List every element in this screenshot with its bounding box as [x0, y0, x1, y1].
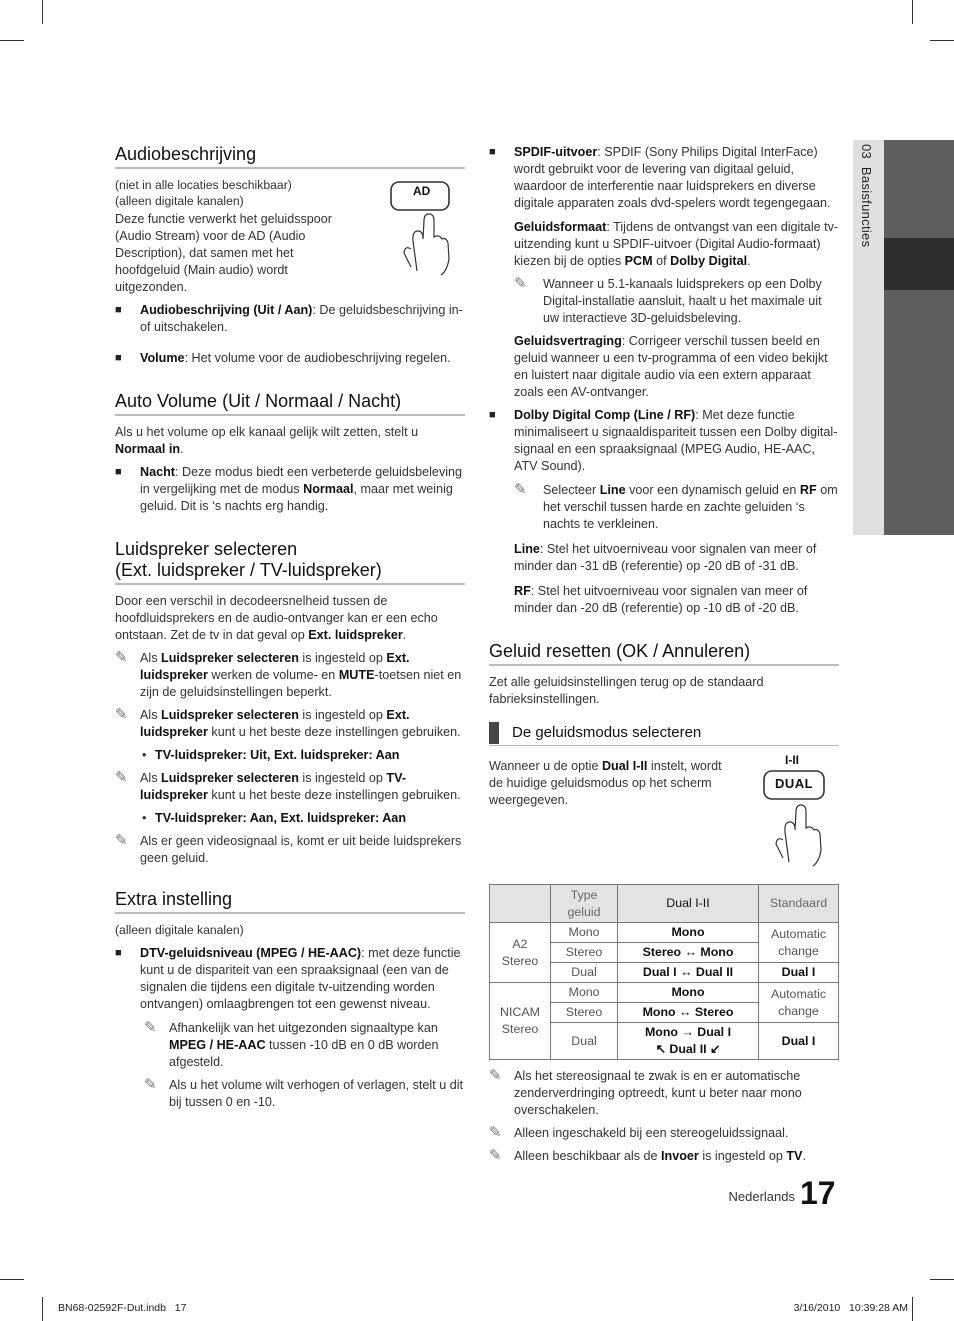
note-geluidsformaat: ✎ Wanneer u 5.1-kanaals luidsprekers op een Dolby Digital-installatie aansluit, haalt u het maximale uit uw interactieve 3D-geluidsbeleving.: [514, 275, 822, 325]
sub-bullet-setting: • TV-luidspreker: Aan, Ext. luidspreker: Aan: [140, 810, 465, 827]
note-speaker-1: ✎ Als Luidspreker selecteren is ingesteld op Ext. luidspreker werken de volume- en MUTE-toetsen niet en zijn de geluidsinstellingen beperkt.: [115, 649, 462, 699]
table-cell: A2 Stereo: [490, 923, 551, 983]
table-cell: Stereo: [551, 1003, 618, 1023]
table-cell: Stereo ↔ Mono: [618, 943, 759, 963]
table-cell-line: Mono → Dual I: [644, 1025, 732, 1039]
heading-auto-volume: Auto Volume (Uit / Normaal / Nacht): [115, 391, 465, 416]
speaker-intro: Door een verschil in decodeersnelheid tussen de hoofdluidsprekers en de audio-ontvanger kan er een echo ontstaan. Zet de tv in dat geval op Ext. luidspreker.: [115, 594, 438, 642]
mode-notes: [489, 1068, 839, 1165]
geluidsvertraging-text: Geluidsvertraging: Corrigeer verschil tussen beeld en geluid wanneer u een tv-programma of een video bekijkt en luistert naar digitale audio via een extern apparaat zoals een AV-ontvanger.: [514, 334, 828, 399]
note-pencil-icon: ✎: [514, 275, 527, 292]
crop-mark: [0, 1279, 24, 1280]
table-cell: Mono ↔ Stereo: [618, 1003, 759, 1023]
dual-button-caption: I-II: [785, 753, 799, 767]
table-header-cell: Standaard: [759, 885, 839, 923]
heading-line: Luidspreker selecteren: [115, 539, 298, 559]
option-text: : De geluidsbeschrijving in- of uitschakelen.: [140, 303, 463, 334]
table-cell: Mono: [618, 983, 759, 1003]
note-pencil-icon: ✎: [489, 1147, 502, 1164]
table-cell: Automatic change: [759, 983, 839, 1023]
table-cell: Dual I: [759, 963, 839, 983]
extra-availability: (alleen digitale kanalen): [115, 923, 244, 937]
dual-button-label: DUAL: [775, 776, 814, 791]
note-speaker-4: ✎ Als er geen videosignaal is, komt er uit beide luidsprekers geen geluid.: [115, 832, 462, 865]
chapter-label: [858, 144, 875, 247]
heading-extra-instelling: Extra instelling: [115, 889, 465, 914]
availability-note: (niet in alle locaties beschikbaar): [115, 178, 292, 192]
table-cell: Dual: [551, 1023, 618, 1060]
crop-mark: [912, 1297, 913, 1321]
footer-stamp: 3/16/2010 10:39:28 AM: [793, 1302, 908, 1314]
chapter-title: Basisfuncties: [859, 166, 874, 248]
crop-mark: [0, 40, 24, 41]
audio-availability: [115, 177, 350, 209]
note-pencil-icon: ✎: [489, 1124, 502, 1141]
table-cell: Dual I ↔ Dual II: [618, 963, 759, 983]
note-pencil-icon: ✎: [144, 1019, 157, 1036]
chapter-number: 03: [859, 144, 874, 160]
option-label: Audiobeschrijving (Uit / Aan): [140, 303, 313, 317]
chapter-tab-marker: [884, 238, 954, 290]
note-speaker-2: ✎ Als Luidspreker selecteren is ingesteld op Ext. luidspreker kunt u het beste deze instellingen gebruiken.: [115, 706, 461, 739]
bullet-audiobeschrijving: [115, 302, 465, 336]
table-row: [490, 923, 839, 943]
table-cell: Dual I: [759, 1023, 839, 1060]
table-header-row: [490, 885, 839, 923]
heading-geluidsmodus: De geluidsmodus selecteren: [489, 722, 839, 746]
heading-luidspreker: [115, 539, 465, 585]
table-cell-line: ↖ Dual II ↙: [655, 1042, 721, 1056]
note-pencil-icon: ✎: [144, 1076, 157, 1093]
geluidsformaat-text: Geluidsformaat: Tijdens de ontvangst van een digitale tv-uitzending kunt u SPDIF-uitvoer (Digital Audio-formaat) kiezen bij de opties PCM of Dolby Digital.: [514, 220, 839, 268]
footer-file: BN68-02592F-Dut.indb 17: [58, 1302, 187, 1314]
availability-note: (alleen digitale kanalen): [115, 194, 244, 208]
note-pencil-icon: ✎: [115, 649, 128, 666]
ad-button-label: AD: [413, 184, 431, 198]
note-mode-2: ✎ Alleen ingeschakeld bij een stereogeluidssignaal.: [489, 1124, 789, 1141]
note-dolby-comp: ✎ Selecteer Line voor een dynamisch geluid en RF om het verschil tussen harde en zachte geluiden ‘s nachts te verkleinen.: [514, 481, 838, 531]
sound-mode-table: [489, 884, 839, 1060]
note-extra-1: ✎ Afhankelijk van het uitgezonden signaaltype kan MPEG / HE-AAC tussen -10 dB en 0 dB worden afgesteld.: [144, 1019, 439, 1069]
table-row: [490, 983, 839, 1003]
crop-mark: [42, 0, 43, 24]
option-label: Volume: [140, 351, 185, 365]
note-mode-1: ✎ Als het stereosignaal te zwak is en er automatische zenderverdringing optreedt, kunt u beter naar mono overschakelen.: [489, 1067, 802, 1117]
crop-mark: [930, 40, 954, 41]
bullet-spdif: ■ SPDIF-uitvoer: SPDIF (Sony Philips Digital InterFace) wordt gebruikt voor de levering van digitaal geluid, waardoor de interferentie naar luidsprekers en diverse digitale apparaten zoals dvd-spelers wordt tegengegaan.: [489, 144, 839, 212]
audio-intro: Deze functie verwerkt het geluidsspoor (Audio Stream) voor de AD (Audio Description), dat samen met het hoofdgeluid (Main audio) wordt uitgezonden.: [115, 212, 333, 294]
table-header-cell: [490, 885, 551, 923]
mode-intro: Wanneer u de optie Dual I-II instelt, wordt de huidige geluidsmodus op het scherm weergegeven.: [489, 759, 722, 807]
note-pencil-icon: ✎: [115, 769, 128, 786]
bullet-dolby-comp: ■ Dolby Digital Comp (Line / RF): Met deze functie minimaliseert u signaaldispariteit tussen een Dolby digital-signaal en een spraaksignaal (MPEG Audio, HE-AAC, ATV Sound).: [489, 407, 839, 475]
line-text: Line: Stel het uitvoerniveau voor signalen van meer of minder dan -31 dB (referentie) op -20 dB of -31 dB.: [514, 542, 817, 573]
right-column: [489, 144, 839, 1171]
bullet-nacht: ■ Nacht: Deze modus biedt een verbeterde geluidsbeleving in vergelijking met de modus Normaal, maar met weinig geluid. Dit is ‘s nachts erg handig.: [115, 464, 465, 515]
crop-mark: [912, 0, 913, 24]
left-column: [115, 140, 465, 1117]
note-pencil-icon: ✎: [115, 832, 128, 849]
note-pencil-icon: ✎: [514, 481, 527, 498]
sub-bullet-setting: • TV-luidspreker: Uit, Ext. luidspreker: Aan: [140, 747, 465, 764]
footer-language: Nederlands: [728, 1189, 795, 1204]
table-cell: Mono: [551, 983, 618, 1003]
heading-geluid-resetten: Geluid resetten (OK / Annuleren): [489, 641, 839, 666]
note-speaker-3: ✎ Als Luidspreker selecteren is ingesteld op TV-luidspreker kunt u het beste deze instellingen gebruiken.: [115, 769, 461, 802]
table-cell: NICAM Stereo: [490, 983, 551, 1060]
mode-section: [489, 753, 839, 870]
bullet-volume: [115, 350, 465, 367]
crop-mark: [930, 1279, 954, 1280]
rf-text: RF: Stel het uitvoerniveau voor signalen van meer of minder dan -20 dB (referentie) op -10 dB of -20 dB.: [514, 584, 808, 615]
table-cell: [618, 1023, 759, 1060]
table-cell: Stereo: [551, 943, 618, 963]
audio-section: [115, 177, 465, 296]
table-cell: Automatic change: [759, 923, 839, 963]
note-pencil-icon: ✎: [489, 1067, 502, 1084]
note-extra-2: ✎ Als u het volume wilt verhogen of verlagen, stelt u dit bij tussen 0 en -10.: [144, 1076, 464, 1109]
heading-audiobeschrijving: Audiobeschrijving: [115, 144, 465, 169]
table-cell: Mono: [618, 923, 759, 943]
table-header-cell: Dual I-II: [618, 885, 759, 923]
table-cell: Mono: [551, 923, 618, 943]
page-number: 17: [800, 1175, 836, 1211]
note-mode-3: ✎ Alleen beschikbaar als de Invoer is ingesteld op TV.: [489, 1147, 806, 1164]
table-cell: Dual: [551, 963, 618, 983]
chapter-tab-dark: [884, 140, 954, 535]
heading-line: (Ext. luidspreker / TV-luidspreker): [115, 560, 382, 580]
table-header-cell: Type geluid: [551, 885, 618, 923]
crop-mark: [42, 1297, 43, 1321]
note-pencil-icon: ✎: [115, 706, 128, 723]
autovol-intro: Als u het volume op elk kanaal gelijk wilt zetten, stelt u Normaal in.: [115, 425, 419, 456]
reset-intro: Zet alle geluidsinstellingen terug op de standaard fabrieksinstellingen.: [489, 675, 764, 706]
option-text: : Het volume voor de audiobeschrijving regelen.: [184, 351, 451, 365]
bullet-dtv-geluidsniveau: ■ DTV-geluidsniveau (MPEG / HE-AAC): met deze functie kunt u de dispariteit van een spraaksignaal (een van de signalen die tijdens een digitale tv-uitzending worden ontvangen) omlaagbrengen tot een gewenst niveau.: [115, 945, 465, 1013]
